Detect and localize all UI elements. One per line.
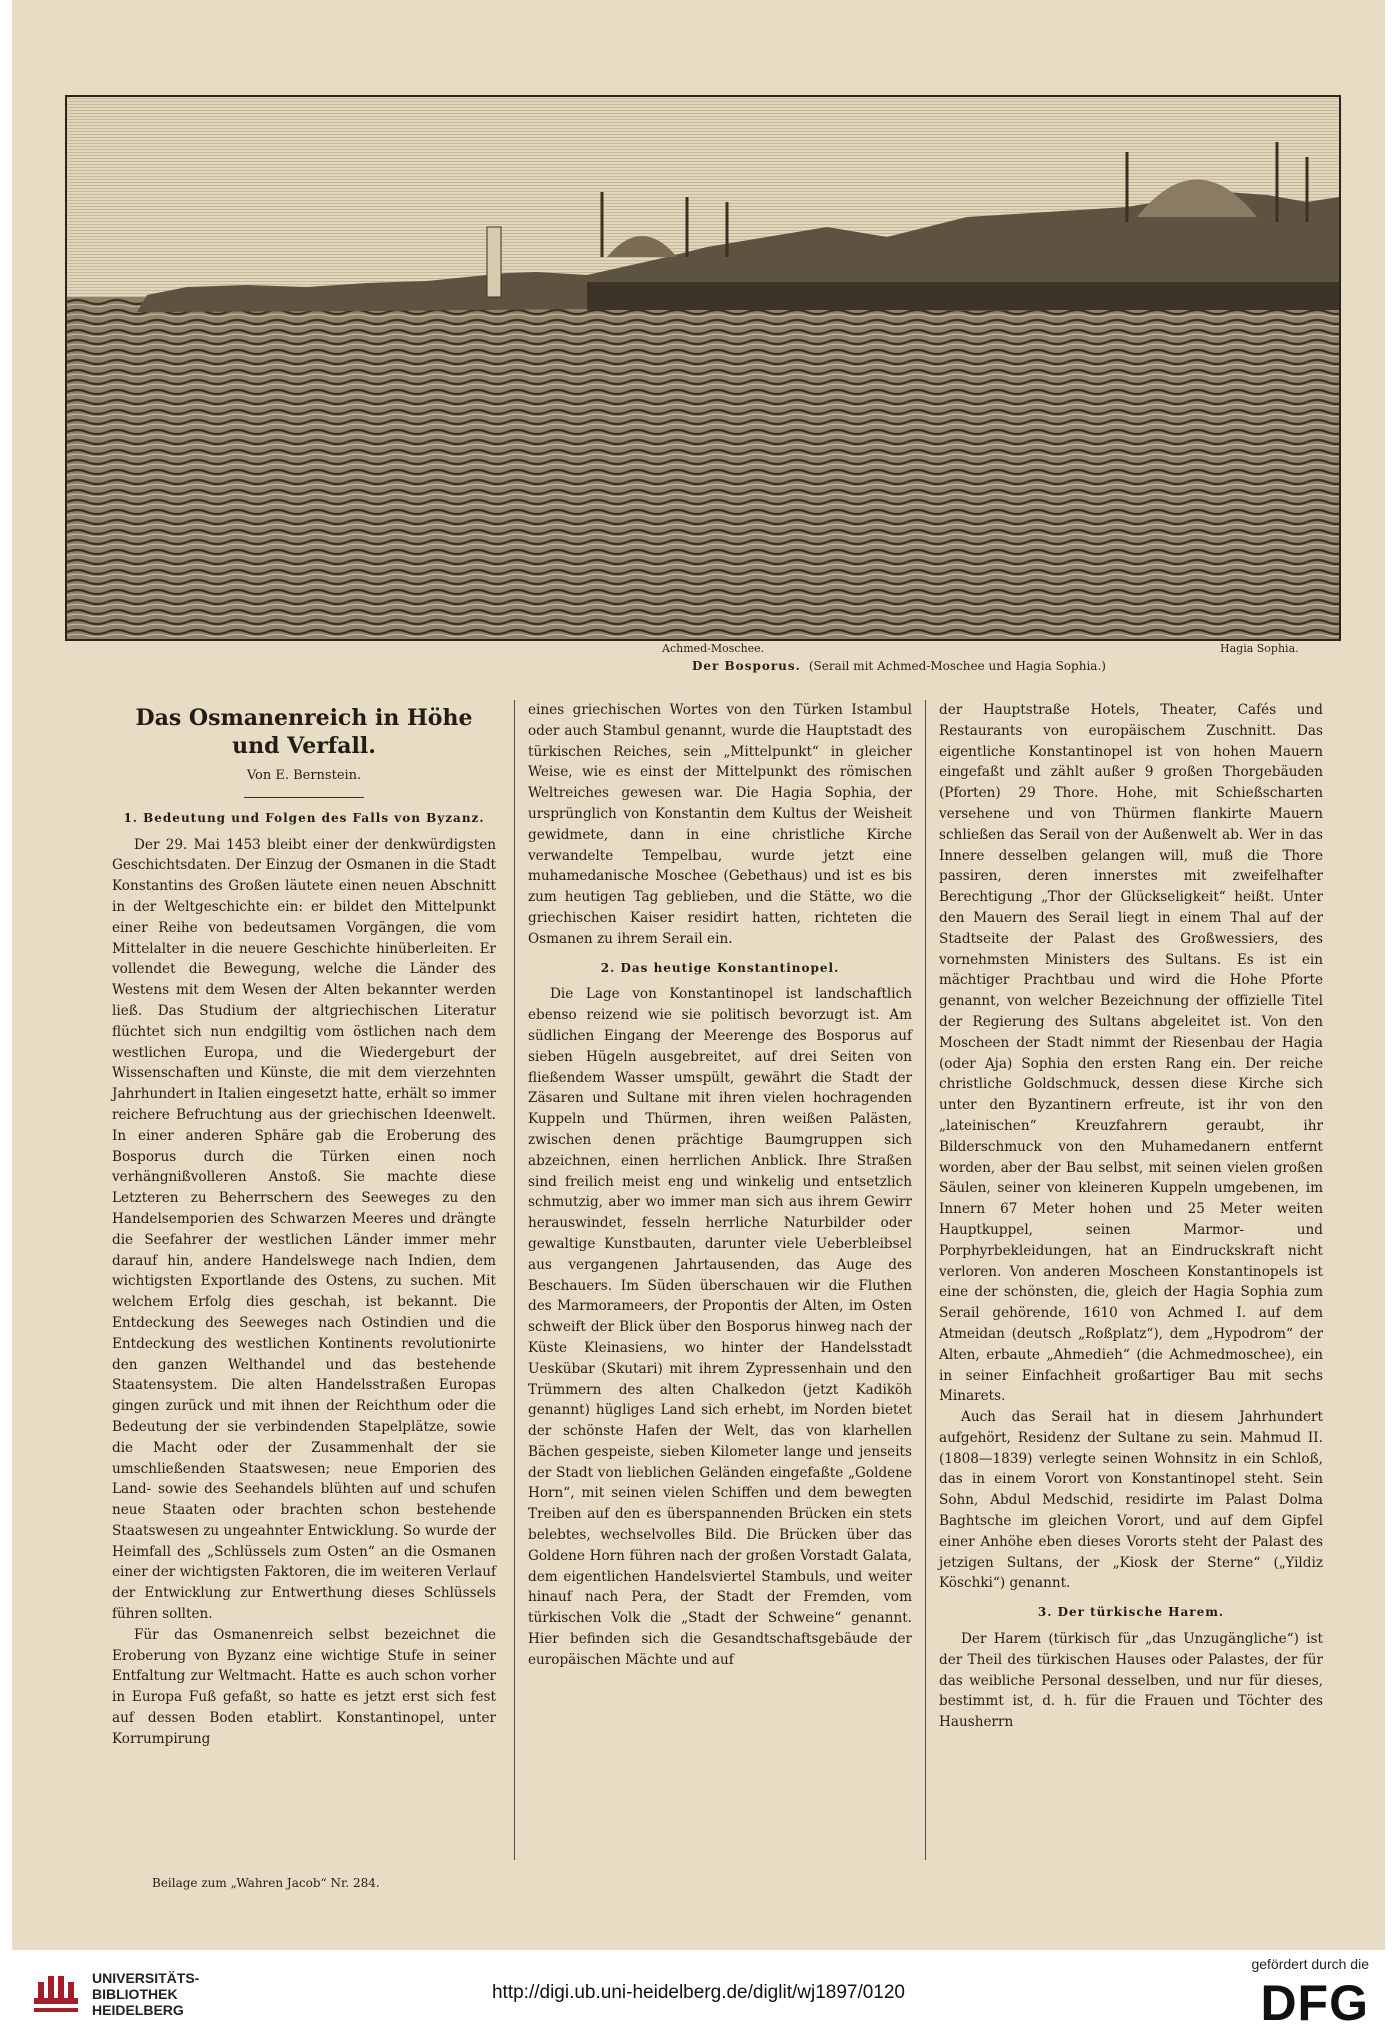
title-rule (244, 797, 364, 798)
library-name-line: UNIVERSITÄTS- (92, 1970, 200, 1986)
caption-subtitle: (Serail mit Achmed-Moschee und Hagia Sophia.) (808, 659, 1106, 673)
section-heading-2: 2. Das heutige Konstantinopel. (600, 960, 840, 975)
paragraph: Auch das Serail hat in diesem Jahrhundert aufgehört, Residenz der Sultane zu sein. Mahmud II. (1808—1839) verlegte seinen Wohnsitz in ein Schloß, das in einem Vorort von Konstantinopel steht. Sein Sohn, Abdul Medschid, residirte im Palast Dolma Baghtsche im gleichen Vorort, und auf dem Gipfel einer Anhöhe eben dieses Vororts steht der Palast des jetzigen Sultans, der „Kiosk der Sterne“ („Yildiz Köschki“) genannt. (939, 1409, 1323, 1592)
caption-title: Der Bosporus. (692, 659, 801, 673)
paragraph: der Hauptstraße Hotels, Theater, Cafés und Restaurants von europäischem Zuschnitt. Das eigentliche Konstantinopel ist von hohen Mauern eingefaßt und zählt außer 9 großen Thorgebäuden (Pforten) 29 Thore. Hohe, mit Schießscharten versehene und von Thürmen flankirte Mauern schließen das Serail von der Außenwelt ab. Wer in das Innere desselben gelangen will, muß die Thore passiren, deren innerstes mit zweifelhafter Berechtigung „Thor der Glückseligkeit“ heißt. Unter den Mauern des Serail liegt in einem Thal auf der Stadtseite der Palast des Großwessiers, des vornehmsten Ministers des Sultans. Es ist ein mächtiger Prachtbau und wird die Hohe Pforte genannt, von welcher Bezeichnung der offizielle Titel der Regierung des Sultans abgeleitet ist. Von den Moscheen der Stadt nimmt der Riesenbau der Hagia (oder Aja) Sophia den ersten Rang ein. Der reiche christliche Goldschmuck, dessen diese Kirche sich unter den Byzantinern erfreute, ist ihr von den „lateinischen“ Kreuzfahrern geraubt, ihr Bilderschmuck von den Muhamedanern entfernt worden, aber der Bau selbst, mit seinen vielen großen Säulen, seiner von kleineren Kuppeln umgebenen, im Innern 67 Meter hohen und 25 Meter weiten Hauptkuppel, seinen Marmor- und Porphyrbekleidungen, hat an Eindruckskraft nicht verloren. Von anderen Moscheen Konstantinopels ist eine der schönsten, die, gleich der Hagia Sophia zum Serail gehörende, 1610 von Achmed I. auf dem Atmeidan (deutsch „Roßplatz“), dem „Hypodrom“ der Alten, erbaute „Ahmedieh“ (die Achmedmoschee), ein in seiner Einfachheit großartiger Bau mit sechs Minarets. (939, 702, 1323, 1405)
engraving-illustration (67, 97, 1339, 639)
text-column-2 (528, 700, 912, 1671)
text-column-1 (112, 700, 496, 1750)
paragraph: Die Lage von Konstantinopel ist landschaftlich ebenso reizend wie sie politisch bevorzugt ist. Am südlichen Eingang der Meerenge des Bosporus auf sieben Hügeln ausgebreitet, auf drei Seiten von fließendem Wasser umspült, gewährt die Stadt der Zäsaren und Sultane mit ihren vielen hochragenden Kuppeln und Thürmen, ihren weißen Palästen, zwischen denen prächtige Baumgruppen sich abzeichnen, einen herrlichen Anblick. Ihre Straßen sind freilich meist eng und winkelig und entsetzlich schmutzig, aber wo immer man sich aus ihrem Gewirr herauswindet, fesseln herrliche Naturbilder oder gewaltige Kunstbauten, darunter viele Ueberbleibsel aus vergangenen Jahrtausenden, das Auge des Beschauers. Im Süden überschauen wir die Fluthen des Marmorameers, der Propontis der Alten, im Osten schweift der Blick über den Bosporus hinweg nach der Küste Kleinasiens, wo hinter der Handelsstadt Ueskübar (Skutari) mit ihrem Zypressenhain und den Trümmern des alten Chalkedon (jetzt Kadiköh genannt) hügliges Land sich erhebt, im Norden bietet der schönste Hafen der Welt, das von klarhellen Bächen gespeiste, sieben Kilometer lange und jenseits der Stadt von lieblichen Geländen eingefaßte „Goldene Horn“, mit seinen vielen Schiffen und dem bewegten Treiben auf den es überspannenden Brücken ein stets belebtes, wechselvolles Bild. Die Brücken über das Goldene Horn führen nach der großen Vorstadt Galata, dem eigentlichen Handelsviertel Stambuls, und weiter hinauf nach Pera, der Stadt der Fremden, vom türkischen Volk die „Stadt der Schweine“ genannt. Hier befinden sich die Gesandtschaftsgebäude der europäischen Mächte und auf (528, 986, 912, 1668)
scanned-page (12, 0, 1385, 1950)
library-name-line: BIBLIOTHEK (92, 1986, 178, 2002)
column-divider (925, 700, 926, 1860)
paragraph: Der 29. Mai 1453 bleibt einer der denkwürdigsten Geschichtsdaten. Der Einzug der Osmanen in die Stadt Konstantins des Großen läutete einen neuen Abschnitt in der Weltgeschichte ein: er bildet den Mittelpunkt einer Reihe von bedeutsamen Vorgängen, die vom Mittelalter in die neuere Geschichte hinüberleiten. Er vollendet die Bewegung, welche die Länder des Westens mit dem Wesen der Alten bekannter werden ließ. Das Studium der altgriechischen Literatur flüchtet sich nun endgiltig vom östlichen nach dem westlichen Europa, und die Wiedergeburt der Wissenschaften und Künste, die mit dem vierzehnten Jahrhundert in Italien eingesetzt hatte, erhält so immer reichere Befruchtung aus der griechischen Ideenwelt. In einer anderen Sphäre gab die Eroberung des Bosporus durch die Türken einen noch verhängnißvolleren Anstoß. Sie machte diese Letzteren zu Beherrschern des Seeweges zu den Handelsemporien des Schwarzen Meeres und drängte die Seefahrer der westlichen Länder immer mehr darauf hin, andere Handelswege nach Indien, dem wichtigsten Exportlande des Ostens, zu suchen. Mit welchem Erfolg dies geschah, ist bekannt. Die Entdeckung des Seeweges nach Ostindien und die Entdeckung des westlichen Kontinents revolutionirte den ganzen Welthandel und das bestehende Staatensystem. Die alten Handelsstraßen Europas gingen zurück und mit ihnen der Reichthum oder die Bedeutung der sie verbindenden Stapelplätze, sowie die Macht oder der Zusammenhalt der sie umschließenden Staatswesen; neue Emporien des Land- sowie des Seehandels blühten auf und schufen neue Staaten oder brachten schon bestehende Staatswesen zu ungeahnter Entwicklung. So wurde der Heimfall des „Schlüssels zum Osten“ an die Osmanen einer der wichtigsten Faktoren, die im weiteren Verlauf der Entwicklung zur Entwerthung dieses Schlüssels führen sollten. (112, 836, 496, 1623)
paragraph: Für das Osmanenreich selbst bezeichnet die Eroberung von Byzanz eine wichtige Stufe in seiner Entfaltung zur Weltmacht. Hatte es auch schon vorher in Europa Fuß gefaßt, so hatte es jetzt erst sich fest auf dessen Boden etablirt. Konstantinopel, unter Korrumpirung (112, 1626, 496, 1747)
paragraph: Der Harem (türkisch für „das Unzugängliche“) ist der Theil des türkischen Hauses oder Palastes, der für das weibliche Personal desselben, und nur für dieses, bestimmt ist, d. h. für die Frauen und Töchter des Hausherrn (939, 1631, 1323, 1731)
article-title: Das Osmanenreich in Höhe und Verfall. (135, 705, 473, 759)
section-heading-1: 1. Bedeutung und Folgen des Falls von Byzanz. (123, 810, 485, 825)
article-byline: Von E. Bernstein. (246, 768, 362, 783)
caption-hagia-sophia: Hagia Sophia. (1220, 642, 1299, 655)
column-divider (514, 700, 515, 1860)
text-column-3 (939, 700, 1323, 1733)
engraving-caption (692, 659, 1106, 673)
supplement-note: Beilage zum „Wahren Jacob“ Nr. 284. (152, 1876, 380, 1890)
caption-achmed-mosque: Achmed-Moschee. (662, 642, 765, 655)
permalink-url[interactable]: http://digi.ub.uni-heidelberg.de/diglit/wj1897/0120 (491, 1982, 906, 2003)
bosporus-engraving (65, 95, 1341, 641)
funding-label: gefördert durch die (1251, 1956, 1369, 1972)
paragraph: eines griechischen Wortes von den Türken Istambul oder auch Stambul genannt, wurde die Hauptstadt des türkischen Reiches, sein „Mittelpunkt“ in gleicher Weise, wie es einst der Mittelpunkt des römischen Weltreiches gewesen war. Die Hagia Sophia, der ursprünglich von Konstantin dem Kultus der Weisheit gewidmete, dann in eine christliche Kirche verwandelte Tempelbau, wurde jetzt eine muhamedanische Moschee (Gebethaus) und ist es bis zum heutigen Tag geblieben, und die Stätte, wo die griechischen Kaiser residirt hatten, richteten die Osmanen zu ihrem Serail ein. (528, 702, 912, 947)
digitization-footer (0, 1950, 1397, 2035)
dfg-logo: DFG (1260, 1975, 1369, 2031)
section-heading-3: 3. Der türkische Harem. (1037, 1605, 1225, 1620)
library-name-line: HEIDELBERG (92, 2002, 184, 2018)
